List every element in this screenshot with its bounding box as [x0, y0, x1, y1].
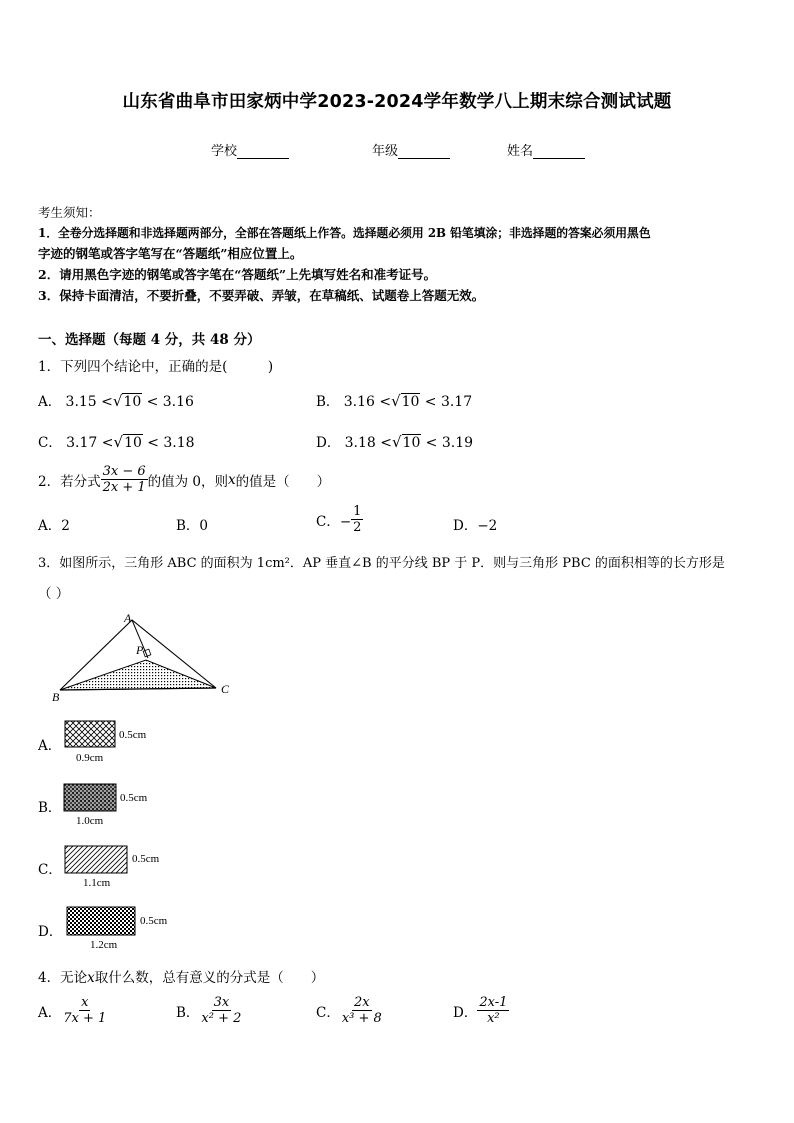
triangle-figure: [40, 608, 250, 708]
q2-fraction: $\frac{3x - 6}{2x + 1}$: [102, 464, 146, 495]
q3-option-d-label[interactable]: D．: [38, 924, 63, 940]
rect-d-width: 1.2cm: [90, 939, 118, 951]
q1-option-a[interactable]: A． 3.15 <√10 < 3.16: [38, 392, 194, 410]
q2-option-a[interactable]: A．2: [38, 518, 70, 534]
rectangle-a[interactable]: [64, 720, 120, 750]
q3-option-c-label[interactable]: C．: [38, 862, 62, 878]
q4-option-d[interactable]: D． $\frac{2x-1}{\text{x²}}$: [453, 995, 508, 1026]
q1-option-c[interactable]: C． 3.17 <√10 < 3.18: [38, 433, 195, 451]
section-heading: 一、选择题（每题 4 分，共 48 分）: [38, 332, 261, 348]
rect-a-height: 0.5cm: [119, 729, 147, 741]
name-field[interactable]: [507, 140, 585, 159]
rect-b-width: 1.0cm: [76, 815, 104, 827]
q4-option-c[interactable]: C． $\frac{2x}{\text{x³ + 8}}$: [316, 995, 382, 1026]
q3-paren: （ ）: [38, 586, 70, 602]
q3-option-a-label[interactable]: A．: [38, 738, 62, 754]
name-label: 姓名: [507, 144, 534, 159]
name-blank: [533, 145, 585, 159]
notice-line-3: 3．保持卡面清洁，不要折叠，不要弄破、弄皱，在草稿纸、试题卷上答题无效。: [38, 288, 485, 303]
q3-stem: 3．如图所示，三角形 ABC 的面积为 1cm²．AP 垂直∠B 的平分线 BP 于 P．则与三角形 PBC 的面积相等的长方形是: [38, 556, 725, 571]
label-b: B: [52, 690, 60, 704]
q4-option-b[interactable]: B． $\frac{3x}{\text{x² + 2}}$: [176, 995, 242, 1026]
school-field[interactable]: [211, 140, 289, 159]
rect-c-width: 1.1cm: [83, 877, 111, 889]
q4-stem: 4．无论x取什么数，总有意义的分式是（ ）: [38, 970, 325, 986]
notice-heading: 考生须知：: [38, 205, 101, 220]
label-p: P: [136, 643, 144, 657]
rectangle-c[interactable]: [64, 845, 130, 875]
shaded-triangle-pbc: [60, 660, 216, 690]
rect-c-height: 0.5cm: [132, 853, 160, 865]
grade-field[interactable]: [372, 140, 450, 159]
page-title: 山东省曲阜市田家炳中学2023-2024学年数学八上期末综合测试试题: [122, 92, 672, 112]
rectangle-b[interactable]: [63, 783, 119, 813]
radical-icon: √: [391, 433, 402, 451]
rect-b-height: 0.5cm: [120, 792, 148, 804]
label-c: C: [221, 682, 230, 696]
q2-option-d[interactable]: D．−2: [453, 518, 498, 534]
q3-option-b-label[interactable]: B．: [38, 800, 62, 816]
notice-line-1a: 1．全卷分选择题和非选择题两部分，全部在答题纸上作答。选择题必须用 2B 铅笔填涂；非选择题的答案必须用黑色: [38, 226, 651, 240]
grade-label: 年级: [372, 144, 399, 159]
q1-stem: 1．下列四个结论中，正确的是( ): [38, 359, 274, 375]
rectangle-d[interactable]: [66, 906, 138, 937]
q4-option-a[interactable]: A． $\frac{x}{7x + 1}$: [38, 995, 107, 1026]
q2-stem: 2．若分式 $\frac{3x - 6}{2x + 1}$ 的值为 0，则 x 的值是（ ）: [38, 464, 331, 495]
q1-option-b[interactable]: B． 3.16 <√10 < 3.17: [316, 392, 473, 410]
school-label: 学校: [211, 144, 238, 159]
notice-line-1b: 字迹的钢笔或答字笔写在“答题纸”相应位置上。: [38, 246, 303, 261]
q2-option-c[interactable]: C．− $\frac{1}{2}$: [316, 504, 362, 535]
q2-option-b[interactable]: B．0: [176, 518, 209, 534]
school-blank: [237, 145, 289, 159]
q1-option-d[interactable]: D． 3.18 <√10 < 3.19: [316, 433, 474, 451]
radical-icon: √: [113, 433, 124, 451]
radical-icon: √: [112, 392, 123, 410]
rect-a-width: 0.9cm: [76, 752, 104, 764]
rect-d-height: 0.5cm: [140, 915, 168, 927]
notice-line-2: 2．请用黑色字迹的钢笔或答字笔在“答题纸”上先填写姓名和准考证号。: [38, 267, 437, 282]
grade-blank: [398, 145, 450, 159]
label-a: A: [124, 611, 132, 625]
radical-icon: √: [391, 392, 401, 410]
